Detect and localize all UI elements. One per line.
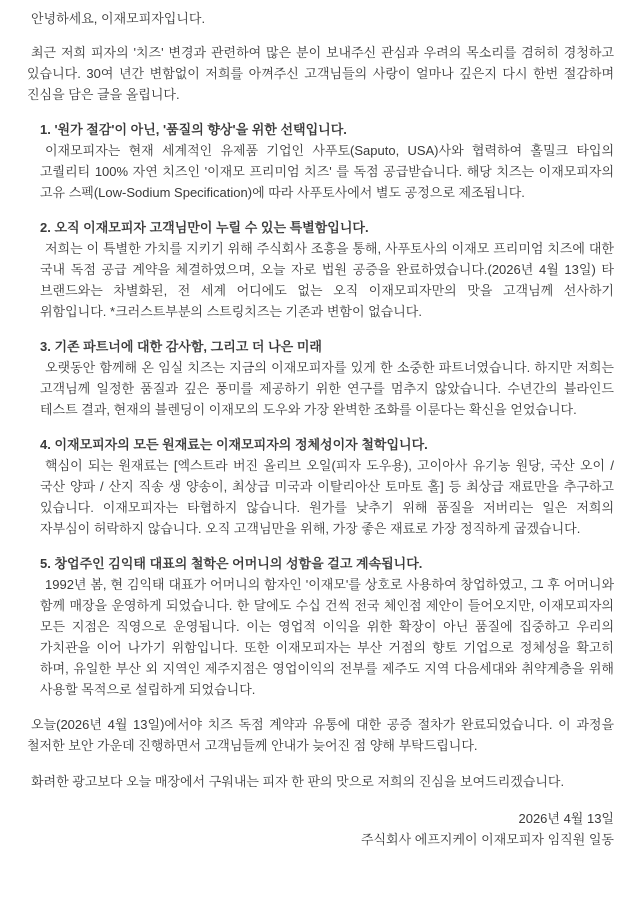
signature-line: 주식회사 에프지케이 이재모피자 임직원 일동 — [360, 832, 614, 847]
section-4 — [40, 434, 614, 539]
section-1-heading: 1. '원가 절감'이 아닌, '품질의 향상'을 위한 선택입니다. — [40, 122, 347, 137]
section-3-heading: 3. 기존 파트너에 대한 감사함, 그리고 더 나은 미래 — [40, 339, 322, 354]
section-2 — [40, 217, 614, 322]
section-4-body: 핵심이 되는 원재료는 [엑스트라 버진 올리브 오일(피자 도우용), 고이아사 유기농 원당, 국산 오이 / 국산 양파 / 산지 직송 생 양송이, 최상급 미국과 이탈리아산 토마토 홀] 등 최상급 재료만을 추구하고 있습니다. 이재모피자는 타협하지 않습니다. 원가를 낮추기 위해 품질을 저버리는 일은 저희의 자부심이 허락하지 않습니다. 오직 고객님만을 위해, 가장 좋은 재료로 가장 정직하게 굽겠습니다. — [40, 458, 614, 536]
closing-paragraph-2: 화려한 광고보다 오늘 매장에서 구워내는 피자 한 판의 맛으로 저희의 진심을 보여드리겠습니다. — [31, 774, 565, 789]
section-3 — [40, 336, 614, 420]
section-5-body: 1992년 봄, 현 김익태 대표가 어머니의 함자인 '이재모'를 상호로 사용하여 창업하였고, 그 후 어머니와 함께 매장을 운영하게 되었습니다. 한 달에도 수십 건씩 전국 체인점 제안이 들어오지만, 이재모피자의 모든 지점은 직영으로 운영됩니다. 이는 영업적 이익을 위한 확장이 아닌 품질에 집중하고 우리의 가치관을 이어 나가기 위함입니다. 또한 이재모피자는 부산 거점의 향토 기업으로 정체성을 확고히 하며, 유일한 부산 외 지역인 제주지점은 영업이익의 전부를 제주도 지역 다음세대와 취약계층을 위해 사용할 목적으로 설립하게 되었습니다. — [40, 577, 614, 697]
date-line: 2026년 4월 13일 — [518, 811, 614, 826]
section-5-heading: 5. 창업주인 김익태 대표의 철학은 어머니의 성함을 걸고 계속됩니다. — [40, 556, 423, 571]
greeting-line: 안녕하세요, 이재모피자입니다. — [31, 11, 206, 26]
section-1 — [40, 119, 614, 203]
closing-paragraph-1: 오늘(2026년 4월 13일)에서야 치즈 독점 계약과 유통에 대한 공증 절차가 완료되었습니다. 이 과정을 철저한 보안 가운데 진행하면서 고객님들께 안내가 늦어진 점 양해 부탁드립니다. — [27, 717, 614, 753]
section-2-heading: 2. 오직 이재모피자 고객님만이 누릴 수 있는 특별함입니다. — [40, 220, 369, 235]
section-3-body: 오랫동안 함께해 온 임실 치즈는 지금의 이재모피자를 있게 한 소중한 파트너였습니다. 하지만 저희는 고객님께 일정한 품질과 깊은 풍미를 제공하기 위한 연구를 멈추지 않았습니다. 수년간의 블라인드 테스트 결과, 현재의 블렌딩이 이재모의 도우와 가장 완벽한 조화를 이룬다는 확신을 얻었습니다. — [40, 360, 614, 417]
intro-paragraph: 최근 저희 피자의 '치즈' 변경과 관련하여 많은 분이 보내주신 관심과 우려의 목소리를 겸허히 경청하고 있습니다. 30여 년간 변함없이 저희를 아껴주신 고객님들의 사랑이 얼마나 깊은지 다시 한번 절감하며 진심을 담은 글을 올립니다. — [27, 45, 614, 102]
section-1-body: 이재모피자는 현재 세계적인 유제품 기업인 사푸토(Saputo, USA)사와 협력하여 홀밀크 타입의 고퀄리티 100% 자연 치즈인 '이재모 프리미엄 치즈' 를 독점 공급받습니다. 해당 치즈는 이재모피자의 고유 스펙(Low-Sodium Specification)에 따라 사푸토사에서 별도 공정으로 제조됩니다. — [40, 143, 614, 200]
section-4-heading: 4. 이재모피자의 모든 원재료는 이재모피자의 정체성이자 철학입니다. — [40, 437, 428, 452]
section-5 — [40, 553, 614, 700]
section-2-body: 저희는 이 특별한 가치를 지키기 위해 주식회사 조흥을 통해, 사푸토사의 이재모 프리미엄 치즈에 대한 국내 독점 공급 계약을 체결하였으며, 오늘 자로 법원 공증을 완료하였습니다.(2026년 4월 13일) 타 브랜드와는 차별화된, 전 세계 어디에도 없는 오직 이재모피자만의 맛을 고객님께 선사하기 위함입니다. *크러스트부분의 스트링치즈는 기존과 변함이 없습니다. — [40, 241, 614, 319]
